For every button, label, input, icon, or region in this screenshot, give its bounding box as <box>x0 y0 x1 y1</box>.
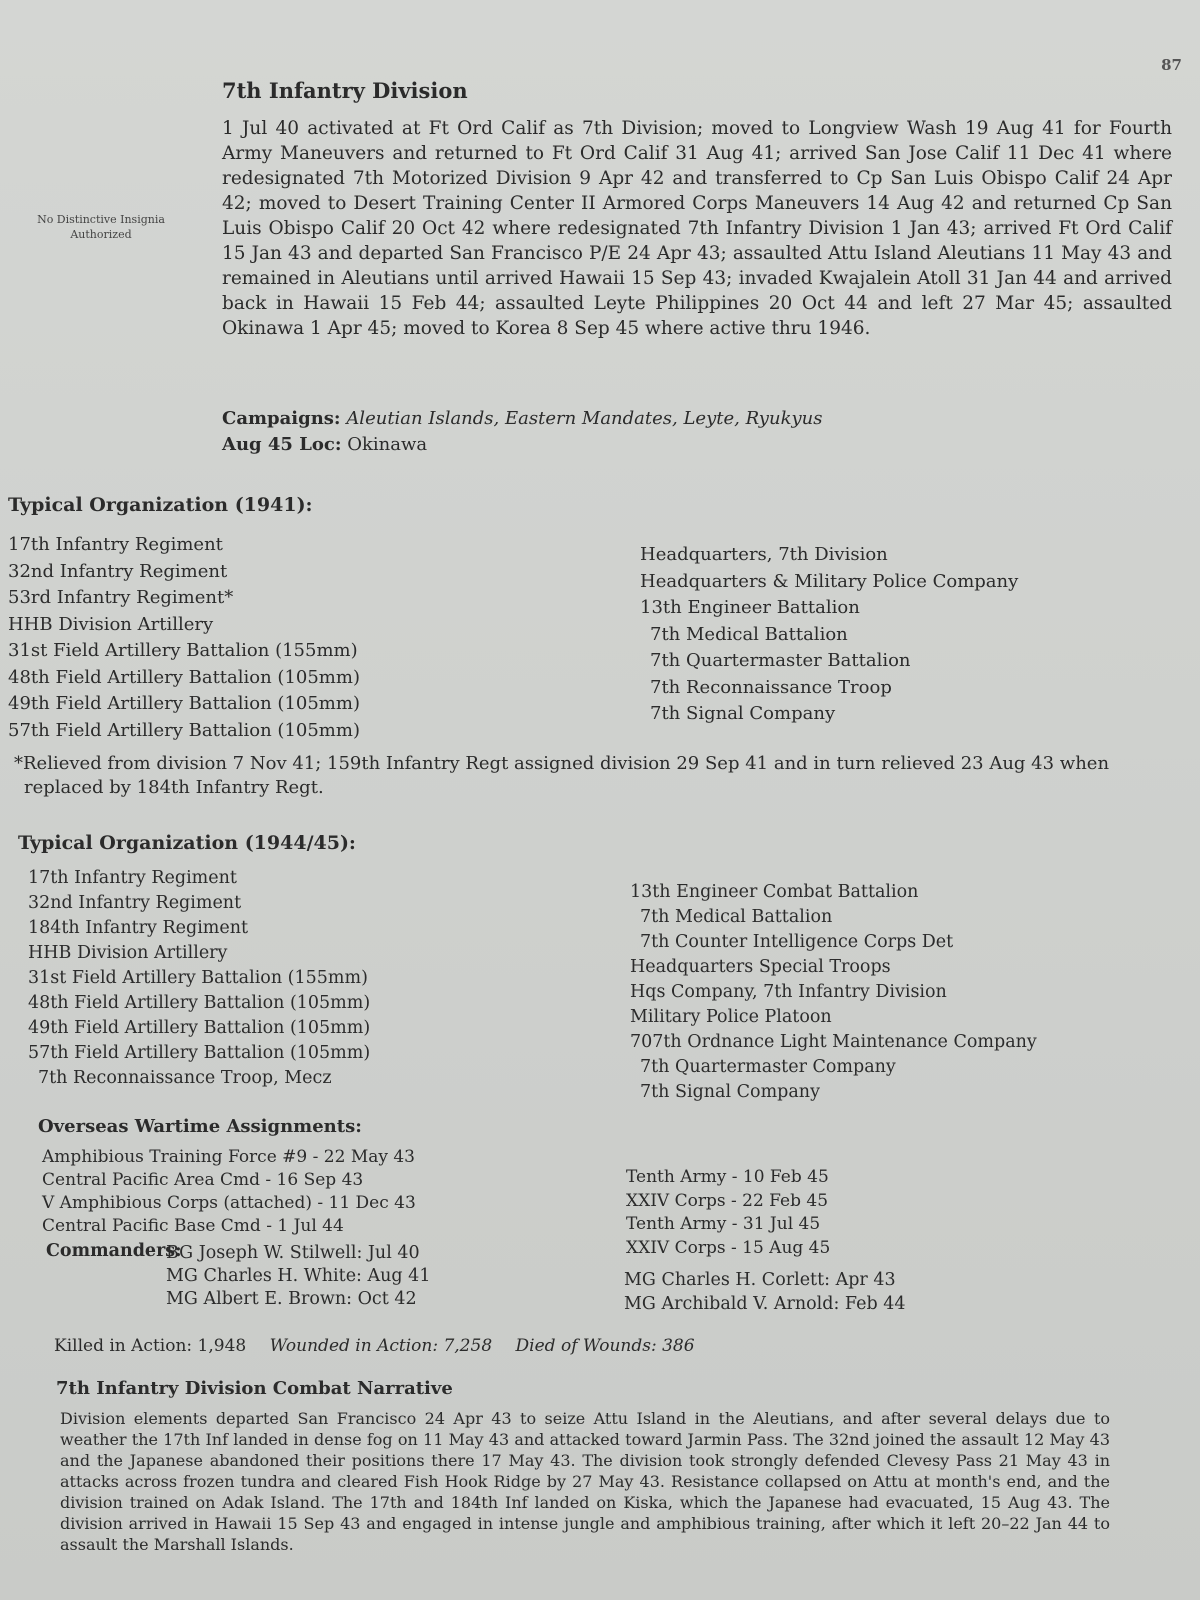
org1944-left-list <box>28 866 370 1091</box>
campaigns-line <box>222 406 822 432</box>
list-item: HHB Division Artillery <box>8 613 214 635</box>
list-item: 707th Ordnance Light Maintenance Company <box>630 1032 1037 1052</box>
list-item: 48th Field Artillery Battalion (105mm) <box>28 993 371 1013</box>
commanders-left-list <box>166 1242 430 1311</box>
list-item: BG Joseph W. Stilwell: Jul 40 <box>166 1243 420 1263</box>
list-item: 13th Engineer Combat Battalion <box>630 882 919 902</box>
division-history: 1 Jul 40 activated at Ft Ord Calif as 7th Division; moved to Longview Wash 19 Aug 41 for Fourth Army Maneuvers and returned to Ft Ord Calif 31 Aug 41; arrived San Jose Calif 11 Dec 41 where redesignated 7th Motorized Division 9 Apr 42 and transferred to Cp San Luis Obispo Calif 24 Apr 42; moved to Desert Training Center II Armored Corps Maneuvers 14 Aug 42 and returned Cp San Luis Obispo Calif 20 Oct 42 where redesignated 7th Infantry Division 1 Jan 43; arrived Ft Ord Calif 15 Jan 43 and departed San Francisco P/E 24 Apr 43; assaulted Attu Island Aleutians 11 May 43 and remained in Aleutians until arrived Hawaii 15 Sep 43; invaded Kwajalein Atoll 31 Jan 44 and arrived back in Hawaii 15 Feb 44; assaulted Leyte Philippines 20 Oct 44 and left 27 Mar 45; assaulted Okinawa 1 Apr 45; moved to Korea 8 Sep 45 where active thru 1946. <box>222 118 1172 339</box>
org1941-right-list <box>640 542 1018 728</box>
commanders-label: Commanders: <box>46 1241 182 1261</box>
list-item: 49th Field Artillery Battalion (105mm) <box>8 693 360 714</box>
list-item: Headquarters, 7th Division <box>640 544 888 565</box>
location-line <box>222 432 822 458</box>
list-item: 57th Field Artillery Battalion (105mm) <box>28 1043 371 1063</box>
list-item: V Amphibious Corps (attached) - 11 Dec 43 <box>42 1193 416 1213</box>
list-item: 32nd Infantry Regiment <box>8 560 228 582</box>
division-title: 7th Infantry Division <box>222 78 468 103</box>
commanders-block <box>46 1240 431 1309</box>
list-item: 7th Signal Company <box>640 1082 820 1102</box>
campaigns-value: Aleutian Islands, Eastern Mandates, Leyte, Ryukyus <box>346 408 823 429</box>
list-item: XXIV Corps - 15 Aug 45 <box>626 1237 831 1258</box>
list-item: 7th Signal Company <box>650 703 836 724</box>
list-item: MG Albert E. Brown: Oct 42 <box>166 1289 417 1309</box>
list-item: 31st Field Artillery Battalion (155mm) <box>8 640 358 661</box>
list-item: Central Pacific Area Cmd - 16 Sep 43 <box>42 1170 364 1190</box>
footnote-line: replaced by 184th Infantry Regt. <box>24 777 324 798</box>
location-value: Okinawa <box>347 434 428 455</box>
list-item: MG Archibald V. Arnold: Feb 44 <box>624 1294 906 1314</box>
list-item: 57th Field Artillery Battalion (105mm) <box>8 719 360 741</box>
list-item: 53rd Infantry Regiment* <box>8 587 234 608</box>
list-item: 17th Infantry Regiment <box>28 868 237 888</box>
casualties-line <box>54 1336 695 1356</box>
list-item: Headquarters Special Troops <box>630 957 891 977</box>
footnote-line: *Relieved from division 7 Nov 41; 159th Infantry Regt assigned division 29 Sep 41 and in turn relieved 23 Aug 43 when <box>14 753 1110 774</box>
list-item: Central Pacific Base Cmd - 1 Jul 44 <box>42 1216 344 1236</box>
list-item: 31st Field Artillery Battalion (155mm) <box>28 968 368 988</box>
location-label: Aug 45 Loc: <box>222 434 342 455</box>
list-item: 13th Engineer Battalion <box>640 597 860 618</box>
narrative-text: Division elements departed San Francisco 24 Apr 43 to seize Attu Island in the Aleutians, and after several delays due to weather the 17th Inf landed in dense fog on 11 May 43 and attacked toward Jarmin Pass. The 32nd joined the assault 12 May 43 and the Japanese abandoned their positions there 17 May 43. The division took strongly defended Clevesy Pass 21 May 43 in attacks across frozen tundra and cleared Fish Hook Ridge by 27 May 43. Resistance collapsed on Attu at month's end, and the division trained on Adak Island. The 17th and 184th Inf landed on Kiska, which the Japanese had evacuated, 15 Aug 43. The division arrived in Hawaii 15 Sep 43 and engaged in intense jungle and amphibious training, after which it left 20–22 Jan 44 to assault the Marshall Islands. <box>60 1409 1110 1554</box>
list-item: MG Charles H. Corlett: Apr 43 <box>624 1270 896 1290</box>
narrative-heading: 7th Infantry Division Combat Narrative <box>56 1378 453 1399</box>
insignia-note: No Distinctive Insignia Authorized <box>37 213 165 241</box>
list-item: 184th Infantry Regiment <box>28 918 249 938</box>
campaigns-label: Campaigns: <box>222 408 341 429</box>
list-item: Tenth Army - 10 Feb 45 <box>626 1167 829 1187</box>
list-item: Tenth Army - 31 Jul 45 <box>626 1214 821 1234</box>
org1941-heading: Typical Organization (1941): <box>8 494 313 516</box>
division-meta <box>222 406 822 458</box>
list-item: Military Police Platoon <box>630 1007 832 1027</box>
list-item: Headquarters & Military Police Company <box>640 570 1019 592</box>
list-item: Amphibious Training Force #9 - 22 May 43 <box>42 1147 415 1167</box>
list-item: MG Charles H. White: Aug 41 <box>166 1266 431 1286</box>
list-item: 7th Medical Battalion <box>640 907 833 927</box>
list-item: 49th Field Artillery Battalion (105mm) <box>28 1018 371 1038</box>
list-item: HHB Division Artillery <box>28 943 228 963</box>
assignments-right-list <box>626 1166 830 1260</box>
org1941-footnote <box>14 752 1164 800</box>
wounded-in-action: Wounded in Action: 7,258 <box>269 1336 493 1356</box>
list-item: 32nd Infantry Regiment <box>28 893 242 913</box>
org1941-left-list <box>8 532 360 744</box>
list-item: XXIV Corps - 22 Feb 45 <box>626 1190 829 1211</box>
assignments-heading: Overseas Wartime Assignments: <box>38 1116 362 1137</box>
list-item: 17th Infantry Regiment <box>8 534 223 555</box>
list-item: 7th Reconnaissance Troop <box>650 676 892 698</box>
list-item: 7th Medical Battalion <box>650 623 848 645</box>
org1944-heading: Typical Organization (1944/45): <box>18 832 356 854</box>
list-item: 48th Field Artillery Battalion (105mm) <box>8 666 360 688</box>
assignments-left-list <box>42 1146 416 1238</box>
died-of-wounds: Died of Wounds: 386 <box>515 1336 695 1356</box>
commanders-right-list <box>624 1268 905 1316</box>
list-item: 7th Counter Intelligence Corps Det <box>640 932 954 952</box>
list-item: 7th Reconnaissance Troop, Mecz <box>38 1068 332 1088</box>
killed-in-action: Killed in Action: 1,948 <box>54 1336 247 1356</box>
org1944-right-list <box>630 880 1037 1105</box>
page-number: 87 <box>1161 56 1182 74</box>
list-item: 7th Quartermaster Company <box>640 1057 896 1077</box>
list-item: 7th Quartermaster Battalion <box>650 650 911 671</box>
list-item: Hqs Company, 7th Infantry Division <box>630 982 947 1002</box>
